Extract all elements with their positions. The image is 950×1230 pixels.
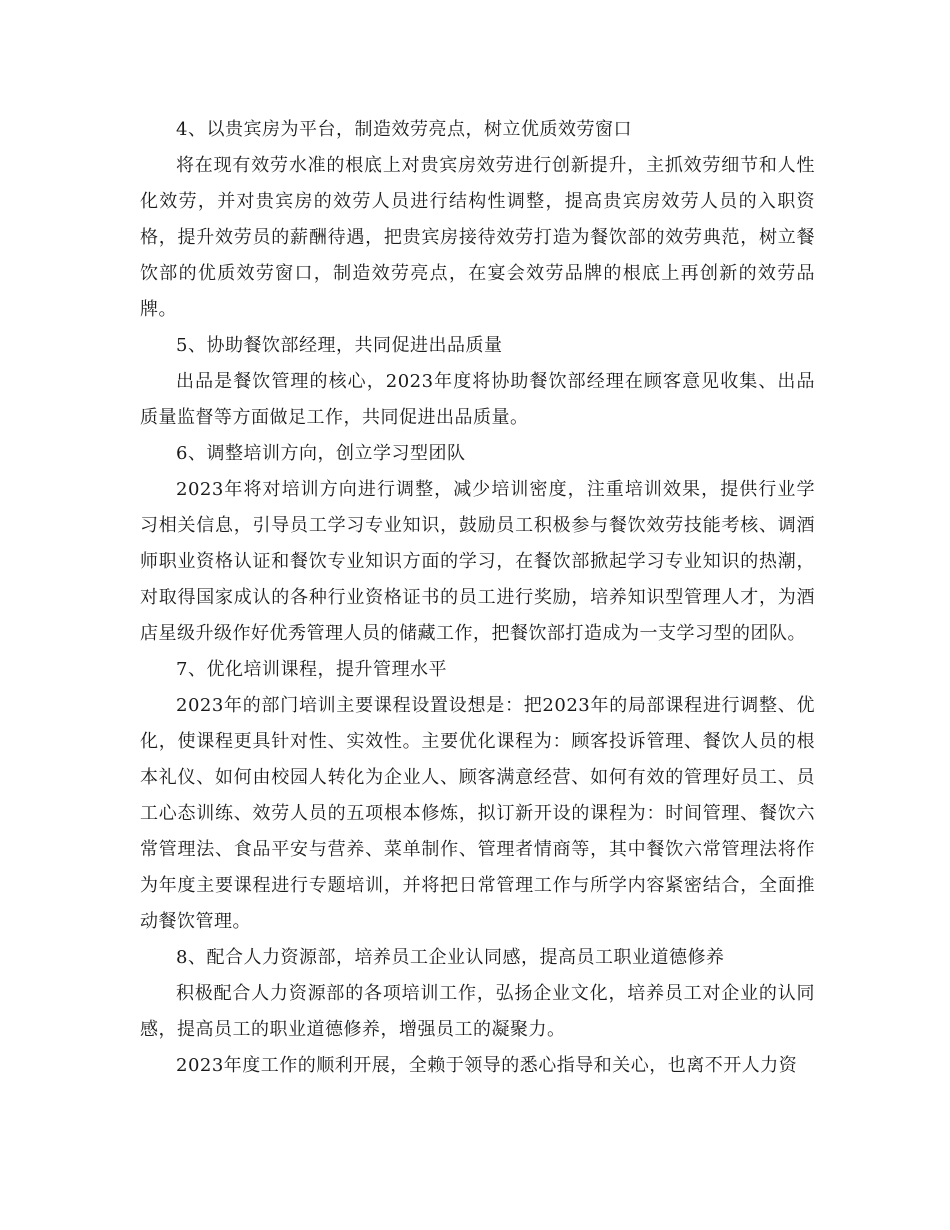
heading-6: 6、调整培训方向，创立学习型团队 [176, 443, 466, 464]
heading-8: 8、配合人力资源部，培养员工企业认同感，提高员工职业道德修养 [176, 947, 725, 968]
paragraph-hr-cooperation: 积极配合人力资源部的各项培训工作，弘扬企业文化，培养员工对企业的认同感，提高员工的职业道德修养，增强员工的凝聚力。 [140, 983, 815, 1040]
paragraph-training-direction: 2023年将对培训方向进行调整，减少培训密度，注重培训效果，提供行业学习相关信息，引导员工学习专业知识，鼓励员工积极参与餐饮效劳技能考核、调酒师职业资格认证和餐饮专业知识方面的学习，在餐饮部掀起学习专业知识的热潮，对取得国家成认的各种行业资格证书的员工进行奖励，培养知识型管理人才，为酒店星级升级作好优秀管理人员的储藏工作，把餐饮部打造成为一支学习型的团队。 [140, 479, 815, 644]
paragraph-vip-room: 将在现有效劳水准的根底上对贵宾房效劳进行创新提升，主抓效劳细节和人性化效劳，并对贵宾房的效劳人员进行结构性调整，提高贵宾房效劳人员的入职资格，提升效劳员的薪酬待遇，把贵宾房接待效劳打造为餐饮部的效劳典范，树立餐饮部的优质效劳窗口，制造效劳亮点，在宴会效劳品牌的根底上再创新的效劳品牌。 [140, 155, 815, 320]
heading-5: 5、协助餐饮部经理，共同促进出品质量 [176, 335, 503, 356]
document-body [140, 112, 815, 1084]
paragraph-closing: 2023年度工作的顺利开展，全赖于领导的悉心指导和关心，也离不开人力资 [176, 1055, 798, 1076]
paragraph-training-courses: 2023年的部门培训主要课程设置设想是：把2023年的局部课程进行调整、优化，使课程更具针对性、实效性。主要优化课程为：顾客投诉管理、餐饮人员的根本礼仪、如何由校园人转化为企业人、顾客满意经营、如何有效的管理好员工、员工心态训练、效劳人员的五项根本修炼，拟订新开设的课程为：时间管理、餐饮六常管理法、食品平安与营养、菜单制作、管理者情商等，其中餐饮六常管理法将作为年度主要课程进行专题培训，并将把日常管理工作与所学内容紧密结合，全面推动餐饮管理。 [140, 695, 815, 932]
heading-4: 4、以贵宾房为平台，制造效劳亮点，树立优质效劳窗口 [176, 119, 632, 140]
paragraph-output-quality: 出品是餐饮管理的核心，2023年度将协助餐饮部经理在顾客意见收集、出品质量监督等方面做足工作，共同促进出品质量。 [140, 371, 815, 428]
heading-7: 7、优化培训课程，提升管理水平 [176, 659, 447, 680]
